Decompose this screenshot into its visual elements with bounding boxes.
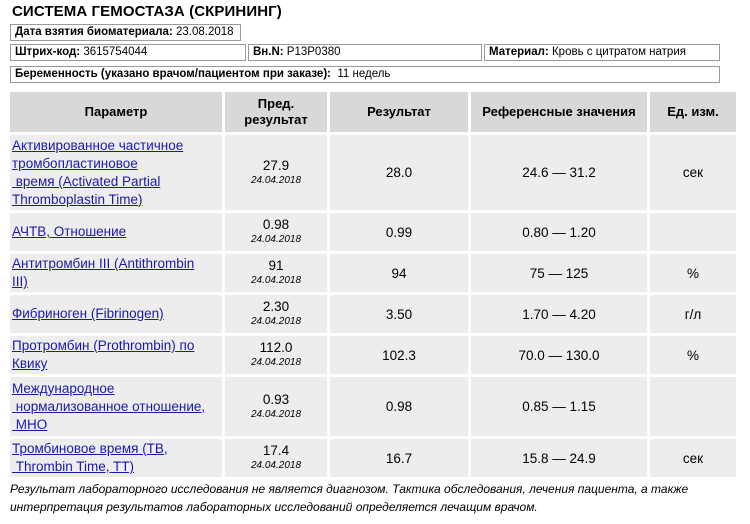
barcode-label: Штрих-код: — [15, 46, 81, 58]
previous-date: 24.04.2018 — [250, 174, 302, 186]
previous-value: 0.98 — [262, 217, 290, 232]
parameter-cell — [10, 254, 222, 292]
unit-cell: г/л — [650, 295, 736, 333]
reference-cell: 75 — 125 — [471, 254, 647, 292]
header-previous-result: Пред. результат — [225, 92, 327, 132]
previous-value: 0.93 — [262, 391, 290, 407]
parameter-link[interactable]: Антитромбин III (Antithrombin III) — [12, 256, 195, 289]
external-number-field — [248, 44, 482, 61]
previous-value: 112.0 — [259, 340, 293, 355]
results-table — [7, 89, 739, 480]
parameter-cell — [10, 377, 222, 436]
pregnancy-field — [10, 66, 720, 83]
pregnancy-value: 11 недель — [337, 68, 391, 80]
result-cell: 102.3 — [330, 336, 468, 374]
previous-value: 27.9 — [262, 157, 290, 173]
sample-date-value: 23.08.2018 — [175, 26, 234, 38]
parameter-cell — [10, 213, 222, 251]
previous-date: 24.04.2018 — [250, 357, 302, 368]
previous-result-cell — [225, 213, 327, 251]
sample-date-label: Дата взятия биоматериала: — [15, 26, 173, 38]
result-cell: 3.50 — [330, 295, 468, 333]
external-number-value: P13P0380 — [286, 46, 341, 58]
parameter-link[interactable]: АЧТВ, Отношение — [12, 224, 127, 239]
reference-cell: 0.80 — 1.20 — [471, 213, 647, 251]
previous-result-cell — [225, 336, 327, 374]
unit-cell: сек — [650, 135, 736, 210]
parameter-link[interactable]: Активированное частичное тромбопластиновое время (Activated Partial Thromboplastin Time) — [12, 137, 184, 207]
unit-cell: % — [650, 336, 736, 374]
previous-result-cell — [225, 439, 327, 477]
unit-cell — [650, 213, 736, 251]
previous-value: 91 — [268, 258, 284, 273]
result-cell: 0.98 — [330, 377, 468, 436]
reference-cell: 1.70 — 4.20 — [471, 295, 647, 333]
header-reference: Референсные значения — [471, 92, 647, 132]
previous-date: 24.04.2018 — [250, 316, 302, 327]
previous-result-cell — [225, 135, 327, 210]
table-row — [10, 295, 736, 333]
report-title: СИСТЕМА ГЕМОСТАЗА (СКРИНИНГ) — [12, 3, 282, 20]
table-row — [10, 336, 736, 374]
unit-cell: % — [650, 254, 736, 292]
previous-result-cell — [225, 377, 327, 436]
barcode-value: 3615754044 — [83, 46, 148, 58]
previous-date: 24.04.2018 — [250, 460, 302, 471]
result-cell: 94 — [330, 254, 468, 292]
pregnancy-label: Беременность (указано врачом/пациентом при заказе): — [15, 68, 331, 80]
previous-date: 24.04.2018 — [250, 275, 302, 286]
result-cell: 16.7 — [330, 439, 468, 477]
unit-cell: сек — [650, 439, 736, 477]
reference-cell: 24.6 — 31.2 — [471, 135, 647, 210]
table-row — [10, 135, 736, 210]
header-unit: Ед. изм. — [650, 92, 736, 132]
parameter-link[interactable]: Протромбин (Prothrombin) по Квику — [12, 338, 195, 371]
reference-cell: 15.8 — 24.9 — [471, 439, 647, 477]
table-row — [10, 377, 736, 436]
parameter-cell — [10, 295, 222, 333]
parameter-cell — [10, 135, 222, 210]
parameter-link[interactable]: Фибриноген (Fibrinogen) — [12, 306, 164, 321]
table-header-row — [10, 92, 736, 132]
header-result: Результат — [330, 92, 468, 132]
table-row — [10, 213, 736, 251]
external-number-label: Вн.N: — [253, 46, 284, 58]
barcode-field — [10, 44, 246, 61]
result-cell: 28.0 — [330, 135, 468, 210]
material-field — [484, 44, 720, 61]
parameter-link[interactable]: Международное нормализованное отношение, МНО — [12, 380, 206, 432]
header-parameter: Параметр — [10, 92, 222, 132]
previous-result-cell — [225, 254, 327, 292]
parameter-cell — [10, 439, 222, 477]
reference-cell: 0.85 — 1.15 — [471, 377, 647, 436]
sample-date-field — [10, 24, 241, 41]
previous-value: 2.30 — [262, 299, 290, 314]
previous-date: 24.04.2018 — [250, 234, 302, 245]
disclaimer-line-2: интерпретация результатов лабораторных исследований определяется лечащим врачом. — [10, 500, 538, 514]
unit-cell — [650, 377, 736, 436]
parameter-link[interactable]: Тромбиновое время (ТВ, Thrombin Time, TT) — [12, 441, 168, 474]
reference-cell: 70.0 — 130.0 — [471, 336, 647, 374]
disclaimer-line-1: Результат лабораторного исследования не является диагнозом. Тактика обследования, лечения пациента, а также — [10, 482, 689, 496]
disclaimer — [10, 480, 740, 516]
previous-value: 17.4 — [262, 443, 290, 458]
result-cell: 0.99 — [330, 213, 468, 251]
table-row — [10, 254, 736, 292]
previous-date: 24.04.2018 — [250, 408, 302, 420]
parameter-cell — [10, 336, 222, 374]
material-value: Кровь с цитратом натрия — [551, 46, 686, 58]
material-label: Материал: — [489, 46, 549, 58]
table-row — [10, 439, 736, 477]
previous-result-cell — [225, 295, 327, 333]
